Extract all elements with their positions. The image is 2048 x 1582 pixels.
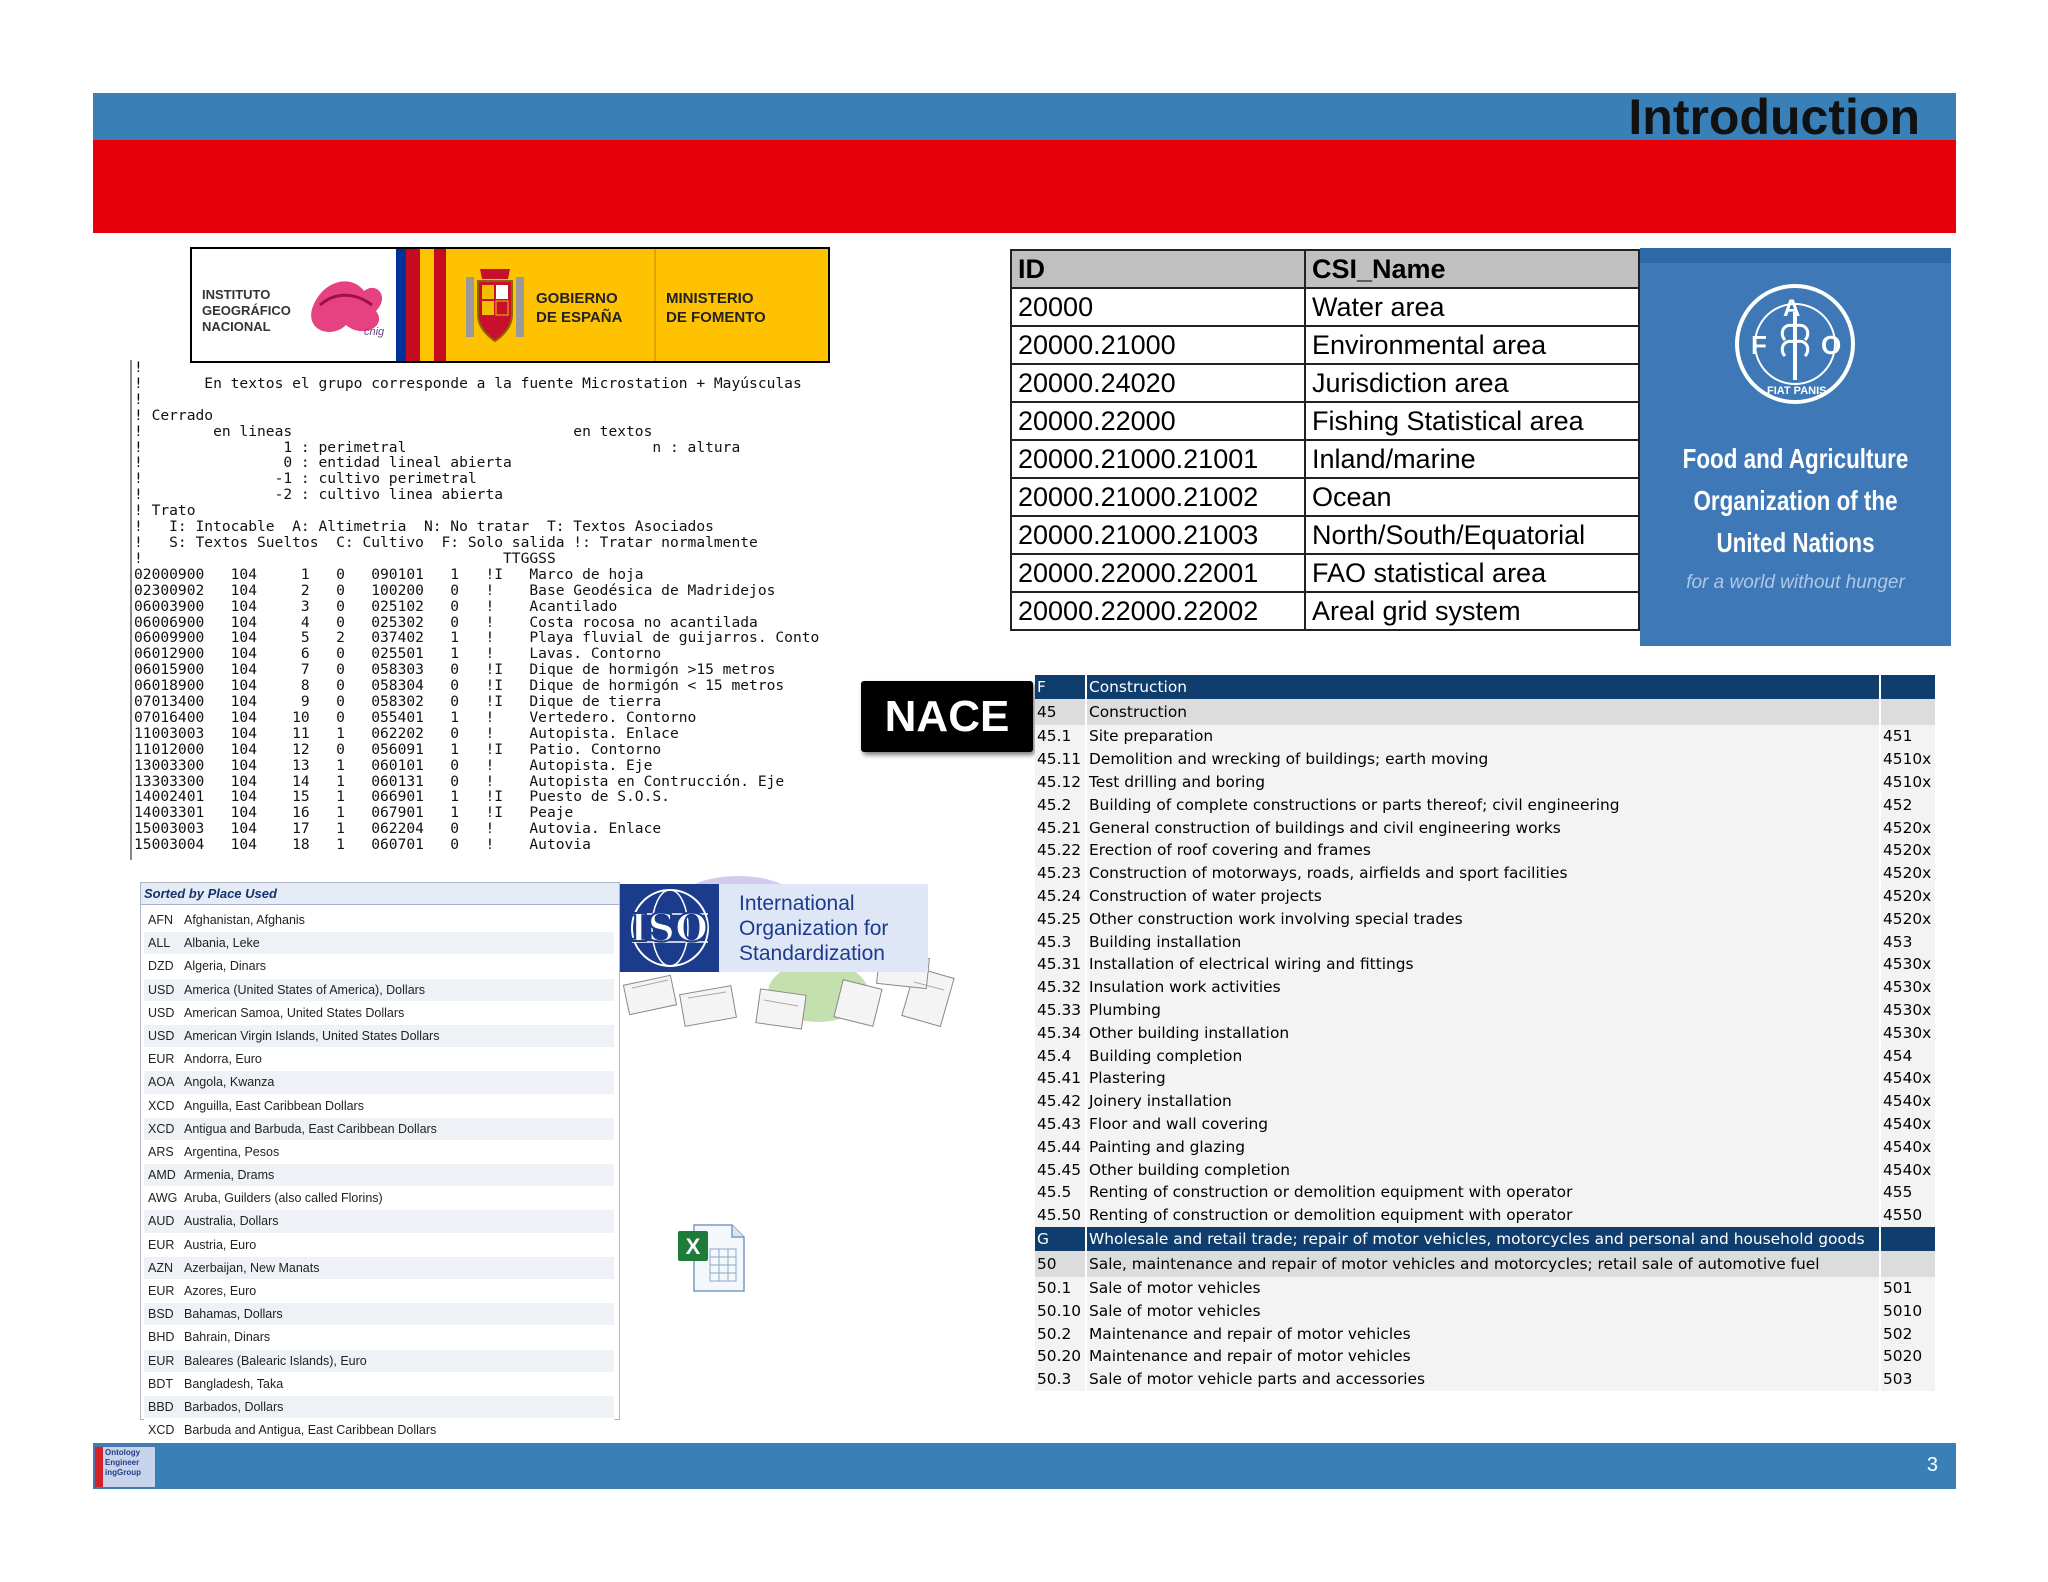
currency-code: AFN [148,913,173,927]
nace-description-cell: Building installation [1086,930,1880,953]
iso-name-line: Organization for [739,917,889,940]
nace-description-cell: Maintenance and repair of motor vehicles [1086,1322,1880,1345]
nace-class-row [1035,885,1935,908]
nace-code-cell: 45.23 [1035,862,1086,885]
fao-emblem-letter-f: F [1751,330,1767,360]
currency-list-item [144,1187,614,1210]
nace-code-cell: 50.2 [1035,1322,1086,1345]
currency-code: XCD [148,1423,175,1438]
nace-code-cell: 45.1 [1035,725,1086,748]
spain-flag-yellow [420,249,434,361]
nace-code-cell: 50.10 [1035,1299,1086,1322]
nace-reference-cell: 503 [1880,1368,1935,1391]
nace-description-cell: Construction [1086,699,1880,725]
nace-reference-cell: 455 [1880,1181,1935,1204]
currency-code: AMD [148,1168,176,1183]
currency-list-item [144,1396,614,1419]
csi-table [1010,249,1640,631]
csi-cell-id: 20000.21000.21002 [1011,478,1305,516]
nace-group-row [1035,1251,1935,1277]
gobierno-text-line: GOBIERNO [536,290,618,307]
currency-place: Afghanistan, Afghanis [184,913,305,927]
csi-table-header [1011,250,1639,288]
ign-text-line: INSTITUTO [202,287,271,302]
currency-place: Algeria, Dinars [184,959,266,974]
nace-class-row [1035,907,1935,930]
currency-list-item [144,1095,614,1118]
currency-code: AUD [148,1214,175,1229]
csi-table-row [1011,516,1639,554]
currency-code: DZD [148,959,174,974]
currency-list-item [144,1025,614,1048]
currency-place: Albania, Leke [184,936,260,951]
cnig-label: cnig [364,326,385,338]
currency-place: Argentina, Pesos [184,1144,280,1159]
nace-reference-cell: 4520x [1880,839,1935,862]
slide-title: Introduction [1628,89,1920,145]
csi-cell-name: North/South/Equatorial [1305,516,1639,554]
nace-reference-cell [1880,699,1935,725]
currency-list-item [144,1071,614,1094]
currency-list-panel [140,882,620,1438]
nace-code-cell: 45.11 [1035,748,1086,771]
currency-list-item [144,932,614,955]
csi-cell-id: 20000 [1011,288,1305,326]
nace-description-cell: Sale of motor vehicles [1086,1299,1880,1322]
csi-table-row [1011,554,1639,592]
nace-description-cell: Insulation work activities [1086,976,1880,999]
currency-code: EUR [148,1237,175,1252]
nace-code-cell: 45.50 [1035,1204,1086,1227]
nace-class-row [1035,839,1935,862]
currency-list-item [144,1048,614,1071]
iso-logo-icon [620,884,719,972]
currency-place: Antigua and Barbuda, East Caribbean Dollars [184,1121,437,1136]
nace-reference-cell [1880,1227,1935,1251]
currency-list-item [144,1234,614,1257]
nace-class-row [1035,1204,1935,1227]
nace-description-cell: Other building installation [1086,1021,1880,1044]
currency-code: BDT [148,1376,173,1391]
fao-name-line: Organization of the [1693,485,1898,516]
currency-code: BBD [148,1399,174,1414]
banner-divider [654,249,656,361]
nace-code-cell: 50.1 [1035,1277,1086,1300]
footer-band [93,1443,1956,1489]
fao-tagline: for a world without hunger [1686,572,1905,593]
nace-class-row [1035,1277,1935,1300]
currency-code: XCD [148,1121,175,1136]
currency-code: AWG [148,1191,178,1206]
page-number: 3 [1926,1454,1938,1476]
nace-code-cell: 50 [1035,1251,1086,1277]
nace-code-cell: 45.34 [1035,1021,1086,1044]
ign-gobierno-banner [190,247,830,363]
nace-reference-cell: 4520x [1880,885,1935,908]
nace-description-cell: Sale of motor vehicles [1086,1277,1880,1300]
currency-place: Australia, Dollars [184,1214,279,1229]
currency-place: Andorra, Euro [184,1052,262,1067]
currency-place: Bangladesh, Taka [184,1376,284,1391]
currency-list-item [144,1303,614,1326]
currency-code: USD [148,1028,175,1043]
csi-cell-name: Inland/marine [1305,440,1639,478]
csi-table-row [1011,402,1639,440]
nace-description-cell: General construction of buildings and civil engineering works [1086,816,1880,839]
nace-code-cell: 45.3 [1035,930,1086,953]
fao-emblem-letter-o: O [1821,330,1842,360]
currency-code: ARS [148,1144,174,1159]
nace-reference-cell: 501 [1880,1277,1935,1300]
currency-place: Bahrain, Dinars [184,1330,271,1345]
currency-place: Barbuda and Antigua, East Caribbean Dollars [184,1423,437,1438]
nace-code-cell: 45.24 [1035,885,1086,908]
nace-code-cell: G [1035,1227,1086,1251]
nace-code-cell: 50.3 [1035,1368,1086,1391]
gobierno-text-line: DE ESPAÑA [536,309,623,326]
csi-header-id: ID [1011,250,1305,288]
nace-class-row [1035,1067,1935,1090]
currency-code: XCD [148,1098,175,1113]
nace-code-cell: 45.22 [1035,839,1086,862]
currency-list [144,909,614,1442]
nace-description-cell: Other building completion [1086,1158,1880,1181]
csi-cell-id: 20000.21000.21001 [1011,440,1305,478]
csi-cell-name: Environmental area [1305,326,1639,364]
nace-description-cell: Sale of motor vehicle parts and accessories [1086,1368,1880,1391]
csi-cell-name: Ocean [1305,478,1639,516]
nace-description-cell: Wholesale and retail trade; repair of motor vehicles, motorcycles and personal and household goods [1086,1227,1880,1251]
csi-cell-id: 20000.22000.22001 [1011,554,1305,592]
nace-reference-cell: 502 [1880,1322,1935,1345]
nace-reference-cell: 454 [1880,1044,1935,1067]
nace-class-row [1035,1135,1935,1158]
nace-reference-cell: 4540x [1880,1090,1935,1113]
csi-cell-id: 20000.22000.22002 [1011,592,1305,630]
oeg-logo-line: ingGroup [105,1468,141,1477]
nace-code-cell: 45.31 [1035,953,1086,976]
currency-list-item [144,1141,614,1164]
ministerio-text-line: DE FOMENTO [666,309,766,326]
nace-reference-cell: 4530x [1880,976,1935,999]
csi-cell-id: 20000.22000 [1011,402,1305,440]
nace-class-row [1035,793,1935,816]
csi-cell-name: Jurisdiction area [1305,364,1639,402]
nace-description-cell: Renting of construction or demolition equipment with operator [1086,1204,1880,1227]
nace-code-cell: F [1035,675,1086,699]
nace-description-cell: Installation of electrical wiring and fittings [1086,953,1880,976]
nace-description-cell: Maintenance and repair of motor vehicles [1086,1345,1880,1368]
nace-class-row [1035,748,1935,771]
nace-description-cell: Floor and wall covering [1086,1113,1880,1136]
currency-place: Baleares (Balearic Islands), Euro [184,1353,367,1368]
currency-code: AOA [148,1075,175,1090]
nace-code-cell: 45.32 [1035,976,1086,999]
currency-code: BHD [148,1330,175,1345]
nace-class-row [1035,771,1935,794]
csi-table-row [1011,364,1639,402]
nace-code-cell: 45.2 [1035,793,1086,816]
nace-reference-cell: 4530x [1880,999,1935,1022]
nace-reference-cell: 4520x [1880,816,1935,839]
fao-top-strip [1640,248,1951,263]
nace-reference-cell: 4520x [1880,907,1935,930]
nace-group-row [1035,699,1935,725]
nace-reference-cell: 4550 [1880,1204,1935,1227]
currency-place: Aruba, Guilders (also called Florins) [184,1191,383,1206]
cnig-logo-icon [302,269,392,341]
nace-class-row [1035,930,1935,953]
currency-list-item [144,955,614,978]
nace-description-cell: Sale, maintenance and repair of motor vehicles and motorcycles; retail sale of automotive fuel [1086,1251,1880,1277]
nace-class-row [1035,953,1935,976]
currency-list-item [144,1164,614,1187]
currency-list-heading: Sorted by Place Used [141,883,619,905]
nace-description-cell: Other construction work involving special trades [1086,907,1880,930]
iso-name-line: Standardization [739,942,885,965]
nace-code-cell: 45.41 [1035,1067,1086,1090]
csi-table-row [1011,478,1639,516]
nace-class-row [1035,1021,1935,1044]
currency-code: USD [148,982,175,997]
nace-reference-cell: 4520x [1880,862,1935,885]
ign-text-line: NACIONAL [202,319,271,334]
currency-place: Bahamas, Dollars [184,1307,283,1322]
fao-motto: FIAT PANIS [1767,385,1827,397]
fao-name-line: United Nations [1716,527,1875,558]
nace-class-row [1035,1158,1935,1181]
currency-place: Barbados, Dollars [184,1399,284,1414]
nace-description-cell: Painting and glazing [1086,1135,1880,1158]
nace-class-row [1035,999,1935,1022]
iso-logo-text: ISO [629,905,709,950]
nace-section-row [1035,1227,1935,1251]
nace-description-cell: Plastering [1086,1067,1880,1090]
csi-table-row [1011,592,1639,630]
csi-cell-name: Fishing Statistical area [1305,402,1639,440]
currency-list-item [144,1210,614,1233]
fao-logo-panel [1640,248,1951,646]
csi-cell-name: Water area [1305,288,1639,326]
excel-file-icon[interactable] [674,1221,750,1293]
oeg-logo-line: Engineer [105,1458,140,1467]
iso-name-line: International [739,892,855,915]
nace-code-cell: 45.4 [1035,1044,1086,1067]
nace-description-cell: Test drilling and boring [1086,771,1880,794]
nace-section-row [1035,675,1935,699]
nace-description-cell: Building of complete constructions or parts thereof; civil engineering [1086,793,1880,816]
nace-class-row [1035,976,1935,999]
fao-emblem-icon [1733,282,1857,406]
currency-code: ALL [148,936,171,951]
nace-description-cell: Joinery installation [1086,1090,1880,1113]
nace-code-cell: 45.12 [1035,771,1086,794]
nace-class-row [1035,1113,1935,1136]
nace-label: NACE [861,681,1033,752]
oeg-logo [94,1446,156,1488]
nace-description-cell: Construction [1086,675,1880,699]
csi-table-row [1011,326,1639,364]
currency-place: Armenia, Drams [184,1168,275,1183]
nace-reference-cell: 4510x [1880,771,1935,794]
currency-place: Anguilla, East Caribbean Dollars [184,1098,364,1113]
csi-table-row [1011,288,1639,326]
currency-place: America (United States of America), Dollars [184,982,426,997]
csi-cell-id: 20000.21000 [1011,326,1305,364]
nace-class-row [1035,725,1935,748]
ministerio-text-line: MINISTERIO [666,290,754,307]
currency-code: AZN [148,1260,173,1275]
nace-code-cell: 45.42 [1035,1090,1086,1113]
currency-list-item [144,1373,614,1396]
currency-list-item [144,979,614,1002]
nace-description-cell: Construction of motorways, roads, airfields and sport facilities [1086,862,1880,885]
csi-cell-name: Areal grid system [1305,592,1639,630]
currency-place: Austria, Euro [184,1237,257,1252]
nace-code-cell: 45.21 [1035,816,1086,839]
nace-description-cell: Erection of roof covering and frames [1086,839,1880,862]
currency-list-item [144,909,614,932]
currency-place: American Virgin Islands, United States Dollars [184,1028,440,1043]
nace-class-row [1035,1345,1935,1368]
nace-class-row [1035,1368,1935,1391]
nace-reference-cell: 4540x [1880,1135,1935,1158]
nace-description-cell: Demolition and wrecking of buildings; earth moving [1086,748,1880,771]
nace-class-row [1035,1322,1935,1345]
header-red-band [93,140,1956,233]
csi-cell-id: 20000.21000.21003 [1011,516,1305,554]
nace-description-cell: Building completion [1086,1044,1880,1067]
nace-description-cell: Site preparation [1086,725,1880,748]
currency-code: EUR [148,1353,175,1368]
currency-place: Azerbaijan, New Manats [184,1260,320,1275]
nace-description-cell: Construction of water projects [1086,885,1880,908]
nace-reference-cell: 452 [1880,793,1935,816]
nace-class-row [1035,1299,1935,1322]
nace-reference-cell: 4540x [1880,1158,1935,1181]
oeg-logo-line: Ontology [105,1448,141,1457]
currency-list-item [144,1257,614,1280]
nace-reference-cell: 453 [1880,930,1935,953]
nace-class-row [1035,816,1935,839]
nace-reference-cell: 5020 [1880,1345,1935,1368]
nace-table [1035,675,1935,1405]
svg-text:X: X [685,1234,701,1259]
csi-table-row [1011,440,1639,478]
nace-code-cell: 45.25 [1035,907,1086,930]
currency-list-item [144,1002,614,1025]
nace-reference-cell: 4530x [1880,1021,1935,1044]
currency-code: EUR [148,1284,175,1298]
nace-reference-cell: 4540x [1880,1113,1935,1136]
nace-class-row [1035,1044,1935,1067]
nace-reference-cell: 4510x [1880,748,1935,771]
fao-emblem-letter-a: A [1783,295,1801,322]
currency-place: American Samoa, United States Dollars [184,1005,405,1020]
currency-place: Angola, Kwanza [184,1075,275,1090]
nace-class-row [1035,862,1935,885]
csi-cell-name: FAO statistical area [1305,554,1639,592]
nace-code-cell: 45.45 [1035,1158,1086,1181]
currency-list-item [144,1118,614,1141]
csi-cell-id: 20000.24020 [1011,364,1305,402]
nace-code-cell: 45.43 [1035,1113,1086,1136]
nace-code-cell: 45.33 [1035,999,1086,1022]
currency-code: BSD [148,1307,174,1322]
currency-list-item [144,1350,614,1373]
fao-name-line: Food and Agriculture [1682,443,1909,474]
csi-header-name: CSI_Name [1305,250,1639,288]
nace-class-row [1035,1181,1935,1204]
nace-code-cell: 45 [1035,699,1086,725]
currency-list-item [144,1280,614,1303]
nace-description-cell: Renting of construction or demolition equipment with operator [1086,1181,1880,1204]
currency-code: EUR [148,1052,175,1067]
nace-class-row [1035,1090,1935,1113]
nace-description-cell: Plumbing [1086,999,1880,1022]
nace-code-cell: 50.20 [1035,1345,1086,1368]
nace-reference-cell: 4540x [1880,1067,1935,1090]
nace-code-cell: 45.44 [1035,1135,1086,1158]
currency-code: USD [148,1005,175,1020]
nace-reference-cell: 4530x [1880,953,1935,976]
nace-reference-cell [1880,675,1935,699]
nace-reference-cell: 5010 [1880,1299,1935,1322]
nace-reference-cell: 451 [1880,725,1935,748]
currency-place: Azores, Euro [184,1284,257,1298]
currency-list-item [144,1326,614,1349]
nace-code-cell: 45.5 [1035,1181,1086,1204]
ign-text-line: GEOGRÁFICO [202,303,291,318]
currency-list-item [144,1419,614,1442]
spain-coat-of-arms-icon [464,263,526,347]
microstation-code-listing: ! ! En textos el grupo corresponde a la fuente Microstation + Mayúsculas ! ! Cerrado ! en lineas en textos ! 1 : perimetral n : altura ! 0 : entidad lineal abierta ! -1 : cultivo perimetral ! -2 : cultivo linea abierta ! Trato ! I: Intocable A: Altimetria N: No tratar T: Textos Asociados ! S: Textos Sueltos C: Cultivo F: Solo salida !: Tratar normalmente ! TTGGSS 02000900 104 1 0 090101 1 !I Marco de hoja 02300902 104 2 0 100200 0 ! Base Geodésica de Madridejos 06003900 104 3 0 025102 0 ! Acantilado 06006900 104 4 0 025302 0 ! Costa rocosa no acantilada 06009900 104 5 2 037402 1 ! Playa fluvial de guijarros. Conto 06012900 104 6 0 025501 1 ! Lavas. Contorno 06015900 104 7 0 058303 0 !I Dique de hormigón >15 metros 06018900 104 8 0 058304 0 !I Dique de hormigón < 15 metros 07013400 104 9 0 058302 0 !I Dique de tierra 07016400 104 10 0 055401 1 ! Vertedero. Contorno 11003003 104 11 1 062202 0 ! Autopista. Enlace 11012000 104 12 0 056091 1 !I Patio. Contorno 13003300 104 13 1 060101 0 ! Autopista. Eje 13303300 104 14 1 060131 0 ! Autopista en Contrucción. Eje 14002401 104 15 1 066901 1 !I Puesto de S.O.S. 14003301 104 16 1 067901 1 !I Peaje 15003003 104 17 1 062204 0 ! Autovia. Enlace 15003004 104 18 1 060701 0 ! Autovia [130,360,874,860]
nace-reference-cell [1880,1251,1935,1277]
